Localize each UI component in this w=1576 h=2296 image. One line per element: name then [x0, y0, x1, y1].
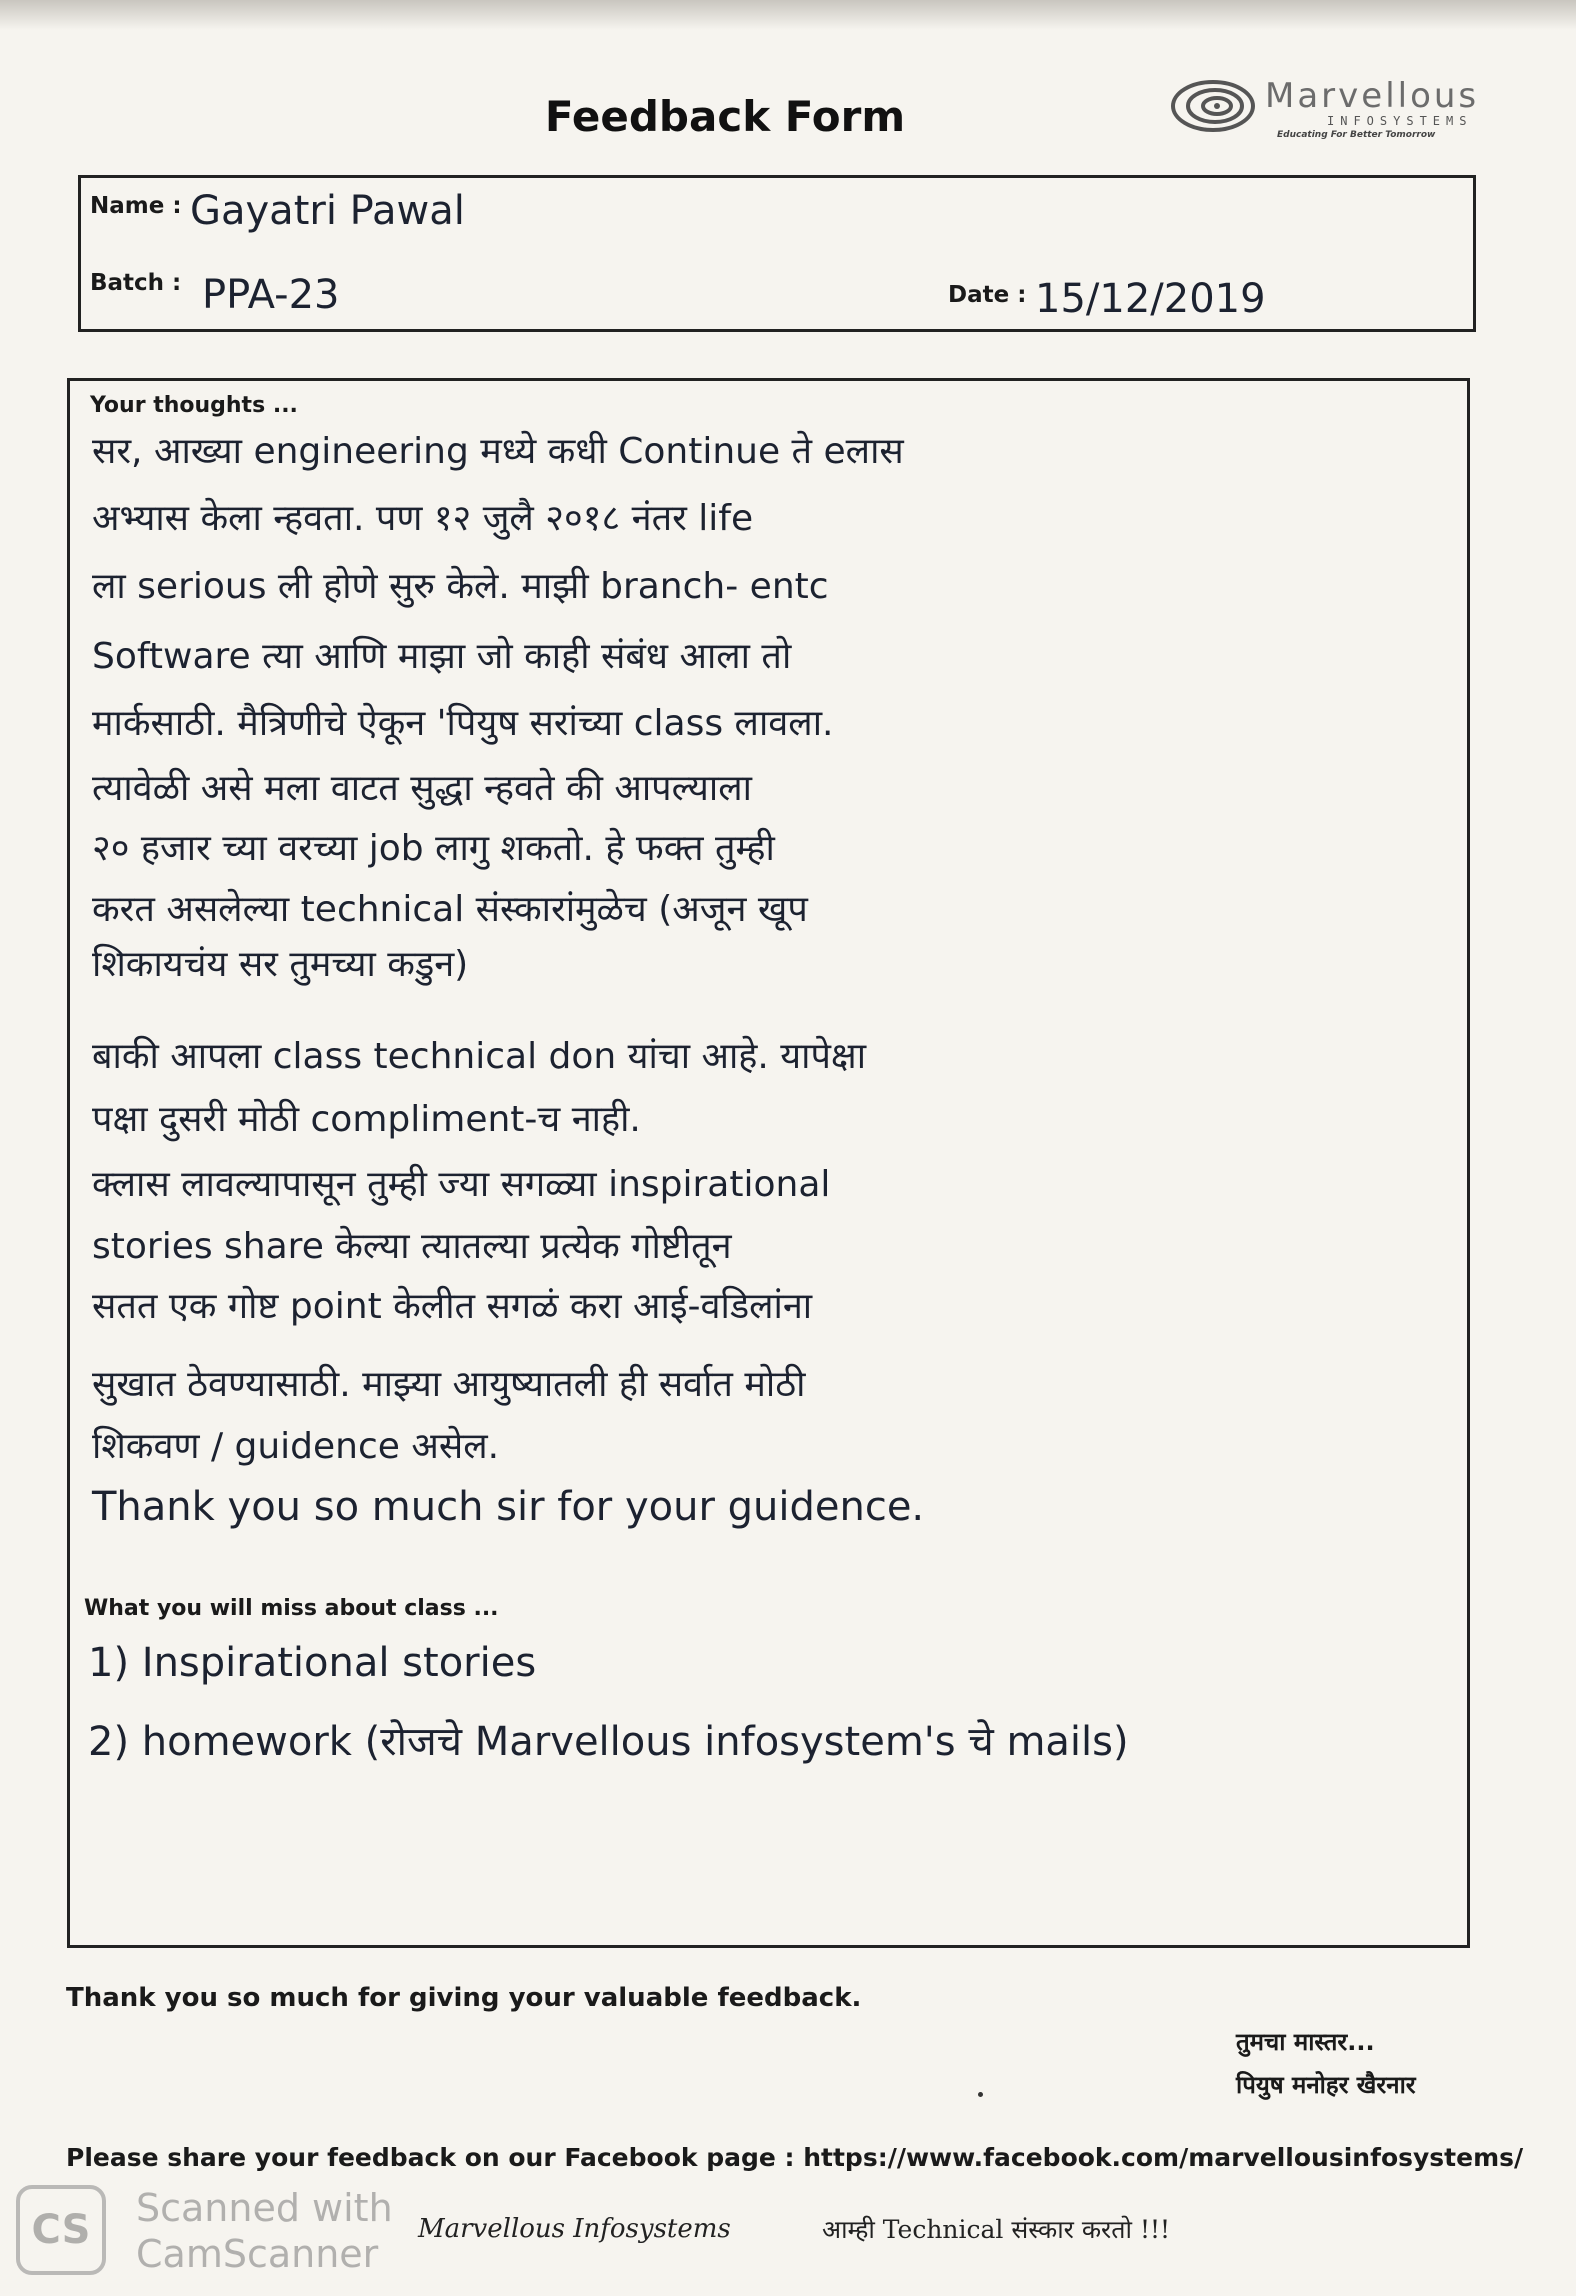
- batch-value: PPA-23: [202, 272, 340, 318]
- thought-line: Software त्या आणि माझा जो काही संबंध आला तो: [92, 636, 792, 677]
- swirl-logo-icon: [1165, 76, 1255, 136]
- thought-line: stories share केल्या त्यातल्या प्रत्येक गोष्टीतून: [92, 1226, 732, 1267]
- signature-line-1: तुमचा मास्तर...: [1236, 2028, 1375, 2056]
- facebook-link[interactable]: Please share your feedback on our Facebook page : https://www.facebook.com/marvellousinfosystems/: [66, 2143, 1524, 2172]
- ink-dot: [978, 2092, 983, 2097]
- date-value: 15/12/2019: [1035, 276, 1266, 322]
- logo-tagline: Educating For Better Tomorrow: [1277, 130, 1436, 140]
- miss-item: 1) Inspirational stories: [88, 1640, 537, 1686]
- thought-line: सुखात ठेवण्यासाठी. माझ्या आयुष्यातली ही सर्वात मोठी: [92, 1364, 806, 1405]
- thought-line: शिकवण / guidence असेल.: [92, 1426, 500, 1467]
- signature-line-2: पियुष मनोहर खैरनार: [1236, 2071, 1416, 2099]
- thought-line: क्लास लावल्यापासून तुम्ही ज्या सगळ्या inspirational: [92, 1164, 831, 1205]
- camscanner-text: [136, 2185, 393, 2277]
- thought-line: २० हजार च्या वरच्या job लागु शकतो. हे फक्त तुम्ही: [92, 828, 775, 869]
- camscanner-badge-icon: CS: [16, 2185, 106, 2275]
- thought-line: सतत एक गोष्ट point केलीत सगळं करा आई-वडिलांना: [92, 1286, 813, 1327]
- thought-line: पक्षा दुसरी मोठी compliment-च नाही.: [92, 1099, 641, 1140]
- thought-line: अभ्यास केला न्हवता. पण १२ जुलै २०१८ नंतर life: [92, 498, 754, 539]
- thought-line: मार्कसाठी. मैत्रिणीचे ऐकून 'पियुष सरांच्या class लावला.: [92, 703, 834, 744]
- camscanner-watermark: [16, 2185, 406, 2285]
- marvellous-logo: [1165, 70, 1525, 150]
- scan-shadow: [0, 0, 1576, 30]
- logo-sub: INFOSYSTEMS: [1327, 114, 1473, 128]
- name-value: Gayatri Pawal: [190, 188, 465, 234]
- name-label: Name :: [90, 193, 182, 219]
- logo-name: Marvellous: [1265, 76, 1480, 116]
- thought-line: करत असलेल्या technical संस्कारांमुळेच (अजून खूप: [92, 889, 808, 930]
- thought-line: शिकायचंय सर तुमच्या कडुन): [92, 944, 469, 985]
- watermark-line-2: CamScanner: [136, 2232, 379, 2276]
- brand-name: Marvellous Infosystems: [418, 2214, 731, 2244]
- watermark-line-1: Scanned with: [136, 2186, 393, 2230]
- date-label: Date :: [948, 282, 1027, 308]
- thought-line: सर, आख्या engineering मध्ये कधी Continue ते eलास: [92, 431, 904, 472]
- thought-line: त्यावेळी असे मला वाटत सुद्धा न्हवते की आपल्याला: [92, 768, 752, 809]
- miss-label: What you will miss about class ...: [84, 1596, 499, 1621]
- batch-label: Batch :: [90, 270, 182, 296]
- footer-thanks: Thank you so much for giving your valuable feedback.: [66, 1983, 862, 2013]
- thought-line: Thank you so much sir for your guidence.: [92, 1484, 925, 1530]
- miss-item: 2) homework (रोजचे Marvellous infosystem's चे mails): [88, 1719, 1129, 1765]
- thought-line: ला serious ली होणे सुरु केले. माझी branch- entc: [92, 566, 829, 607]
- thoughts-label: Your thoughts ...: [90, 393, 298, 418]
- brand-motto: आम्ही Technical संस्कार करतो !!!: [822, 2215, 1171, 2244]
- thought-line: बाकी आपला class technical don यांचा आहे. यापेक्षा: [92, 1036, 867, 1077]
- form-title: Feedback Form: [544, 92, 906, 141]
